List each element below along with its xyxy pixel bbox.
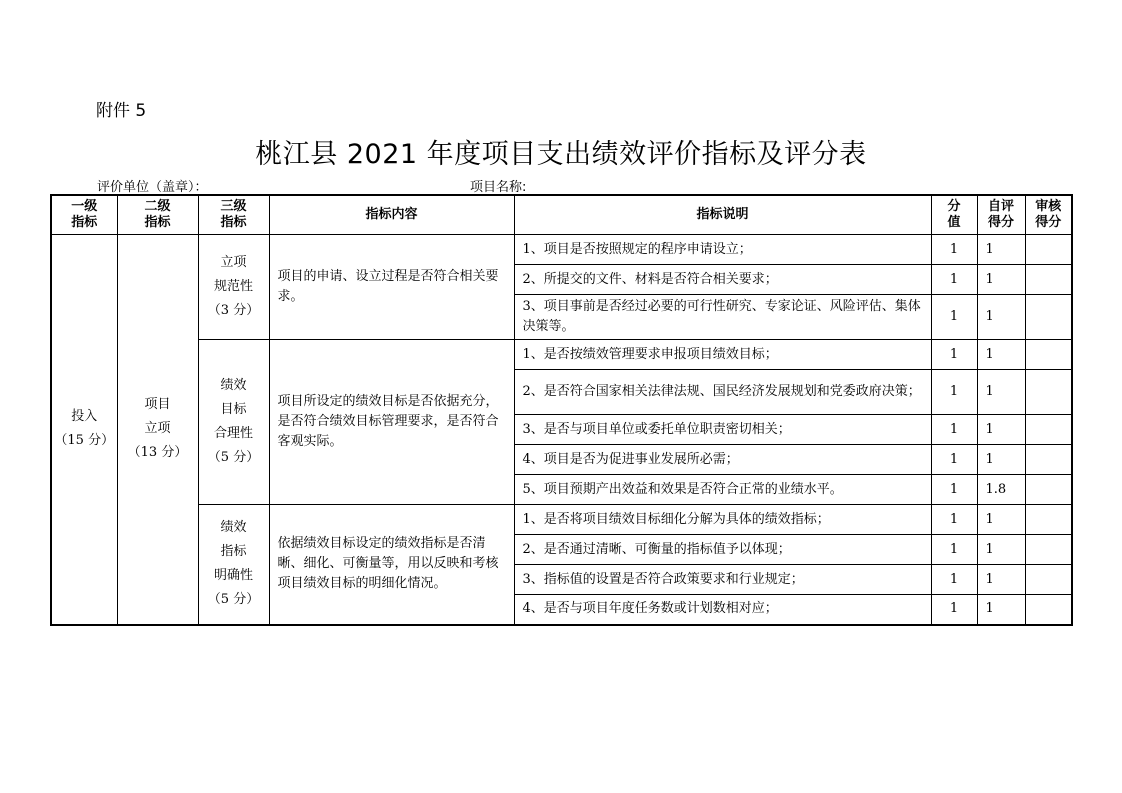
review-score-cell <box>1025 595 1072 625</box>
table-row <box>51 340 1072 370</box>
header-level1: 一级 指标 <box>51 195 117 235</box>
evaluation-table <box>50 194 1073 626</box>
level1-cell: 投入 （15 分） <box>51 235 117 625</box>
level3-cell: 立项 规范性 （3 分） <box>198 235 269 340</box>
review-score-cell <box>1025 265 1072 295</box>
explanation-cell: 3、是否与项目单位或委托单位职责密切相关； <box>514 415 931 445</box>
self-score-cell: 1 <box>977 445 1025 475</box>
explanation-cell: 4、项目是否为促进事业发展所必需； <box>514 445 931 475</box>
self-score-cell: 1 <box>977 535 1025 565</box>
evaluation-unit-label: 评价单位（盖章）： <box>97 180 208 195</box>
explanation-cell: 2、是否通过清晰、可衡量的指标值予以体现； <box>514 535 931 565</box>
header-score: 分 值 <box>931 195 977 235</box>
self-score-cell: 1 <box>977 265 1025 295</box>
review-score-cell <box>1025 235 1072 265</box>
content-cell: 项目所设定的绩效目标是否依据充分，是否符合绩效目标管理要求，是否符合客观实际。 <box>269 340 514 505</box>
score-cell: 1 <box>931 595 977 625</box>
level2-cell: 项目 立项 （13 分） <box>117 235 198 625</box>
explanation-cell: 1、是否按绩效管理要求申报项目绩效目标； <box>514 340 931 370</box>
score-cell: 1 <box>931 265 977 295</box>
header-content: 指标内容 <box>269 195 514 235</box>
explanation-cell: 5、项目预期产出效益和效果是否符合正常的业绩水平。 <box>514 475 931 505</box>
header-level3: 三级 指标 <box>198 195 269 235</box>
score-cell: 1 <box>931 565 977 595</box>
content-cell: 项目的申请、设立过程是否符合相关要求。 <box>269 235 514 340</box>
explanation-cell: 3、项目事前是否经过必要的可行性研究、专家论证、风险评估、集体决策等。 <box>514 295 931 340</box>
self-score-cell: 1 <box>977 505 1025 535</box>
self-score-cell: 1 <box>977 295 1025 340</box>
table-row <box>51 505 1072 535</box>
review-score-cell <box>1025 475 1072 505</box>
explanation-cell: 4、是否与项目年度任务数或计划数相对应； <box>514 595 931 625</box>
level3-cell: 绩效 目标 合理性 （5 分） <box>198 340 269 505</box>
score-cell: 1 <box>931 235 977 265</box>
review-score-cell <box>1025 565 1072 595</box>
header-level2: 二级 指标 <box>117 195 198 235</box>
explanation-cell: 3、指标值的设置是否符合政策要求和行业规定； <box>514 565 931 595</box>
header-explanation: 指标说明 <box>514 195 931 235</box>
review-score-cell <box>1025 295 1072 340</box>
self-score-cell: 1 <box>977 340 1025 370</box>
review-score-cell <box>1025 370 1072 415</box>
review-score-cell <box>1025 340 1072 370</box>
score-cell: 1 <box>931 445 977 475</box>
attachment-label: 附件 5 <box>96 101 147 121</box>
self-score-cell: 1 <box>977 415 1025 445</box>
header-review-score: 审核 得分 <box>1025 195 1072 235</box>
level3-cell: 绩效 指标 明确性 （5 分） <box>198 505 269 625</box>
score-cell: 1 <box>931 505 977 535</box>
explanation-cell: 2、所提交的文件、材料是否符合相关要求； <box>514 265 931 295</box>
explanation-cell: 2、是否符合国家相关法律法规、国民经济发展规划和党委政府决策； <box>514 370 931 415</box>
self-score-cell: 1 <box>977 235 1025 265</box>
review-score-cell <box>1025 535 1072 565</box>
score-cell: 1 <box>931 535 977 565</box>
score-cell: 1 <box>931 475 977 505</box>
score-cell: 1 <box>931 370 977 415</box>
review-score-cell <box>1025 415 1072 445</box>
header-self-score: 自评 得分 <box>977 195 1025 235</box>
project-name-label: 项目名称: <box>470 180 527 195</box>
self-score-cell: 1 <box>977 565 1025 595</box>
explanation-cell: 1、是否将项目绩效目标细化分解为具体的绩效指标； <box>514 505 931 535</box>
explanation-cell: 1、项目是否按照规定的程序申请设立； <box>514 235 931 265</box>
review-score-cell <box>1025 445 1072 475</box>
score-cell: 1 <box>931 340 977 370</box>
self-score-cell: 1.8 <box>977 475 1025 505</box>
page-title: 桃江县 2021 年度项目支出绩效评价指标及评分表 <box>255 139 867 170</box>
review-score-cell <box>1025 505 1072 535</box>
table-row <box>51 235 1072 265</box>
score-cell: 1 <box>931 415 977 445</box>
content-cell: 依据绩效目标设定的绩效指标是否清晰、细化、可衡量等，用以反映和考核项目绩效目标的明细化情况。 <box>269 505 514 625</box>
self-score-cell: 1 <box>977 595 1025 625</box>
score-cell: 1 <box>931 295 977 340</box>
self-score-cell: 1 <box>977 370 1025 415</box>
table-header-row <box>51 195 1072 235</box>
